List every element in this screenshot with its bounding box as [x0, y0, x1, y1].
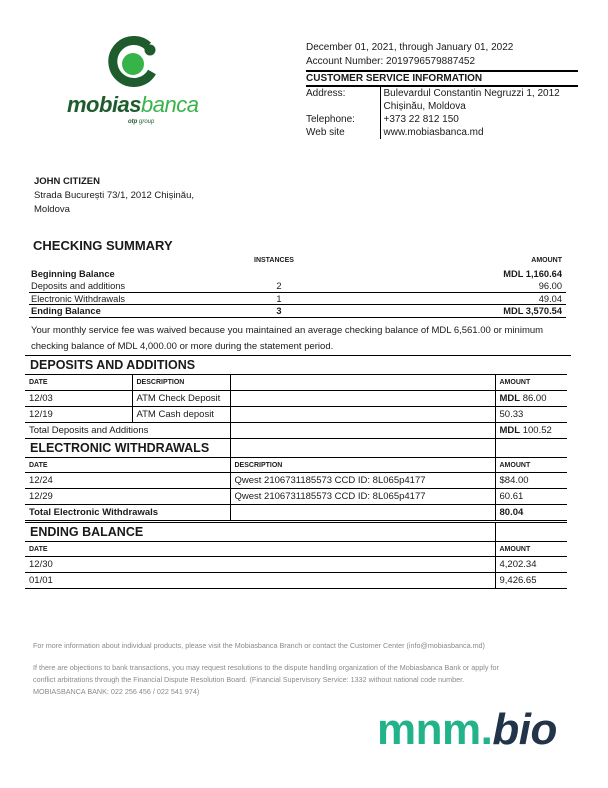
bank-logo — [62, 36, 212, 131]
deposits-total-row — [25, 423, 567, 439]
checking-summary-title: CHECKING SUMMARY — [33, 238, 173, 253]
bank-logo-mark-icon — [108, 36, 164, 92]
logo-sub-rest: group — [137, 119, 155, 125]
ending-balance-row — [25, 573, 567, 589]
withdrawal-description: Qwest 2106731185573 CCD ID: 8L065p4177 — [230, 473, 495, 489]
summary-amount: MDL 1,160.64 — [503, 268, 562, 279]
bank-logo-wordmark — [67, 92, 198, 118]
col-amount: AMOUNT — [495, 542, 567, 557]
summary-instances: 1 — [276, 293, 282, 304]
website-link[interactable]: www.mobiasbanca.md — [380, 126, 578, 139]
currency-prefix: MDL — [499, 393, 521, 404]
footer-info: For more information about individual products, please visit the Mobiasbanca Branch or contact the Customer Center (info@mobiasbanca.md) — [33, 641, 485, 650]
deposits-total-label: Total Deposits and Additions — [25, 423, 230, 439]
logo-word-part2: banca — [141, 92, 199, 117]
account-number: Account Number: 2019796579887452 — [306, 56, 476, 67]
summary-amount: MDL 3,570.54 — [503, 306, 562, 316]
footer-line3: MOBIASBANCA BANK: 022 256 456 / 022 541 974) — [33, 687, 200, 696]
summary-row-deposits — [29, 280, 566, 293]
address-label: Address: — [306, 88, 346, 99]
telephone-label: Telephone: — [306, 114, 355, 125]
currency-prefix: MDL — [499, 425, 521, 436]
withdrawal-row — [25, 489, 567, 505]
col-instances: INSTANCES — [254, 257, 294, 264]
address-line2: Chișinău, Moldova — [383, 101, 466, 112]
empty-cell — [230, 423, 495, 439]
empty-cell — [230, 505, 495, 521]
deposit-row — [25, 407, 567, 423]
address-value — [380, 87, 578, 113]
balance-date: 01/01 — [25, 573, 495, 589]
amount-value: 100.52 — [520, 425, 552, 436]
amount-value: 86.00 — [520, 393, 547, 404]
summary-label: Beginning Balance — [31, 268, 115, 279]
empty-cell — [230, 439, 495, 458]
col-amount: AMOUNT — [531, 257, 562, 264]
balance-amount: 4,202.34 — [495, 557, 567, 573]
empty-cell — [495, 439, 567, 458]
summary-row-beginning-balance — [29, 268, 566, 281]
statement-header — [306, 41, 578, 139]
withdrawal-date: 12/24 — [25, 473, 230, 489]
summary-label: Ending Balance — [31, 306, 101, 316]
customer-address-line2: Moldova — [34, 204, 70, 215]
watermark-logo — [377, 705, 557, 755]
summary-row-ending-balance — [29, 305, 566, 318]
deposit-amount — [495, 407, 567, 423]
summary-label: Electronic Withdrawals — [31, 293, 126, 304]
withdrawal-description: Qwest 2106731185573 CCD ID: 8L065p4177 — [230, 489, 495, 505]
deposit-date: 12/03 — [25, 391, 132, 407]
summary-amount: 49.04 — [538, 293, 562, 304]
summary-instances: 3 — [276, 306, 282, 316]
withdrawals-table — [25, 438, 567, 521]
col-amount: AMOUNT — [495, 375, 567, 391]
col-description: DESCRIPTION — [230, 458, 495, 473]
telephone-value: +373 22 812 150 — [380, 113, 578, 126]
deposit-description: ATM Check Deposit — [132, 391, 230, 407]
summary-header-row — [29, 255, 566, 268]
deposit-row — [25, 391, 567, 407]
logo-subtitle — [128, 119, 154, 125]
watermark-part1: mnm. — [377, 705, 493, 754]
empty-cell — [230, 407, 495, 423]
withdrawal-date: 12/29 — [25, 489, 230, 505]
checking-summary-table — [29, 255, 566, 318]
footer-line1: If there are objections to bank transactions, you may request resolutions to the dispute handling organization of the Mobiasbanca Bank or apply for — [33, 663, 499, 672]
deposit-date: 12/19 — [25, 407, 132, 423]
empty-cell — [230, 391, 495, 407]
ending-balance-row — [25, 557, 567, 573]
customer-service-title: CUSTOMER SERVICE INFORMATION — [306, 70, 578, 87]
withdrawals-total-amount: 80.04 — [495, 505, 567, 521]
col-description: DESCRIPTION — [132, 375, 230, 391]
ending-balance-table — [25, 522, 567, 589]
footer-objections — [33, 662, 593, 698]
footer-line2: conflict arbitrations through the Financial Dispute Resolution Board. (Financial Supervisory Service: 1332 without national code number. — [33, 675, 465, 684]
summary-row-withdrawals — [29, 293, 566, 306]
withdrawal-amount: 60.61 — [495, 489, 567, 505]
address-line1: Bulevardul Constantin Negruzzi 1, 2012 — [383, 88, 560, 99]
ending-balance-title: ENDING BALANCE — [25, 523, 495, 542]
amount-value: 50.33 — [499, 409, 524, 420]
balance-amount: 9,426.65 — [495, 573, 567, 589]
balance-date: 12/30 — [25, 557, 495, 573]
customer-name: JOHN CITIZEN — [34, 176, 100, 187]
summary-instances: 2 — [276, 281, 282, 291]
withdrawal-amount: $84.00 — [495, 473, 567, 489]
withdrawal-row — [25, 473, 567, 489]
watermark-part2: bio — [492, 705, 557, 754]
statement-period: December 01, 2021, through January 01, 2022 — [306, 42, 514, 53]
customer-block — [34, 175, 194, 217]
deposits-table — [25, 355, 567, 439]
customer-service-table — [306, 87, 578, 139]
empty-cell — [230, 375, 495, 391]
deposits-title: DEPOSITS AND ADDITIONS — [25, 356, 567, 375]
withdrawals-total-row — [25, 505, 567, 521]
empty-cell — [495, 523, 567, 542]
withdrawals-total-label: Total Electronic Withdrawals — [25, 505, 230, 521]
summary-label: Deposits and additions — [31, 281, 126, 291]
col-date: DATE — [25, 375, 132, 391]
deposits-total-amount — [495, 423, 567, 439]
website-label: Web site — [306, 127, 345, 138]
col-date: DATE — [25, 458, 230, 473]
customer-address-line1: Strada București 73/1, 2012 Chișinău, — [34, 190, 195, 201]
col-amount: AMOUNT — [495, 458, 567, 473]
logo-sub-bold: otp — [128, 119, 138, 125]
deposit-amount — [495, 391, 567, 407]
service-fee-note: Your monthly service fee was waived because you maintained an average checking balance of MDL 6,561.00 or minimum checking balance of MDL 4,000.00 or more during the statement period. — [31, 323, 571, 356]
withdrawals-title: ELECTRONIC WITHDRAWALS — [25, 439, 230, 458]
summary-amount: 96.00 — [538, 281, 562, 291]
logo-word-part1: mobias — [67, 92, 142, 117]
col-date: DATE — [25, 542, 495, 557]
deposit-description: ATM Cash deposit — [132, 407, 230, 423]
